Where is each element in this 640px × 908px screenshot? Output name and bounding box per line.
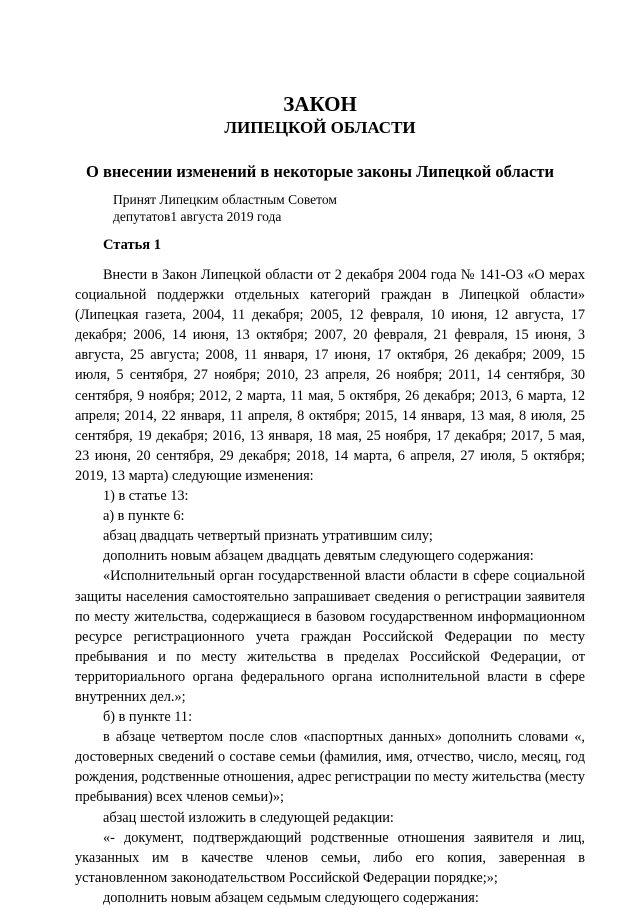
article-heading: Статья 1 [103, 237, 161, 253]
paragraph-article-13: 1) в статье 13: [103, 488, 189, 505]
paragraph-add-abzac-29: дополнить новым абзацем двадцать девятым следующего содержания: [103, 548, 534, 565]
document-title: ЗАКОН [283, 92, 357, 116]
adoption-note-line-1: Принят Липецким областным Советом [113, 192, 337, 207]
paragraph-amendment-intro: Внести в Закон Липецкой области от 2 декабря 2004 года № 141-ОЗ «О мерах социальной поддержки отдельных категорий граждан в Липецкой области» (Липецкая газета, 2004, 11 декабря; 2005, 12 февраля, 10 июня, 12 августа, 17 декабря; 2006, 14 июня, 13 октября; 2007, 20 февраля, 21 февраля, 15 июня, 3 августа, 25 августа; 2008, 11 января, 17 июня, 17 октября, 26 декабря; 2009, 15 июля, 5 сентября, 27 ноября; 2010, 23 апреля, 26 ноября; 2011, 14 сентября, 30 сентября, 9 ноября; 2012, 2 марта, 11 мая, 5 октября, 26 декабря; 2013, 6 марта, 12 апреля; 2014, 22 января, 11 апреля, 8 октября; 2015, 14 января, 13 мая, 8 июля, 25 сентября, 19 декабря; 2016, 13 января, 18 мая, 25 ноября, 17 декабря; 2017, 5 мая, 23 июня, 20 сентября, 29 декабря; 2018, 14 марта, 6 апреля, 27 июля, 5 октября; 2019, 13 марта) следующие изменения: [75, 267, 585, 484]
paragraph-abzac-6: абзац шестой изложить в следующей редакции: [103, 809, 394, 826]
adoption-note [113, 191, 443, 225]
adoption-note-line-2: депутатов1 августа 2019 года [113, 209, 282, 224]
paragraph-add-abzac-7: дополнить новым абзацем седьмым следующего содержания: [103, 889, 479, 906]
paragraph-abzac-24: абзац двадцать четвертый признать утратившим силу; [103, 528, 433, 545]
document-region: ЛИПЕЦКОЙ ОБЛАСТИ [224, 118, 416, 137]
paragraph-quote-executive-body: «Исполнительный орган государственной власти области в сфере социальной защиты населения самостоятельно запрашивает сведения о регистрации заявителя по месту жительства, содержащиеся в базовом государственном информационном ресурсе регистрационного учета граждан Российской Федерации по месту пребывания и по месту жительства в пределах Российской Федерации, от территориального органа федерального органа исполнительной власти в сфере внутренних дел.»; [75, 568, 585, 705]
paragraph-abzac-4: в абзаце четвертом после слов «паспортных данных» дополнить словами «, достоверных сведений о составе семьи (фамилия, имя, отчество, число, месяц, год рождения, родственные отношения, адрес регистрации по месту жительства (месту пребывания) всех членов семьи)»; [75, 729, 585, 806]
document-body [75, 265, 585, 908]
paragraph-point-6: а) в пункте 6: [103, 508, 185, 525]
paragraph-point-11: б) в пункте 11: [103, 709, 193, 726]
paragraph-quote-document: «- документ, подтверждающий родственные отношения заявителя и лиц, указанных им в качестве членов семьи, либо его копия, заверенная в установленном законодательством Российской Федерации порядке;»; [75, 829, 585, 886]
document-subtitle: О внесении изменений в некоторые законы Липецкой области [86, 162, 554, 181]
